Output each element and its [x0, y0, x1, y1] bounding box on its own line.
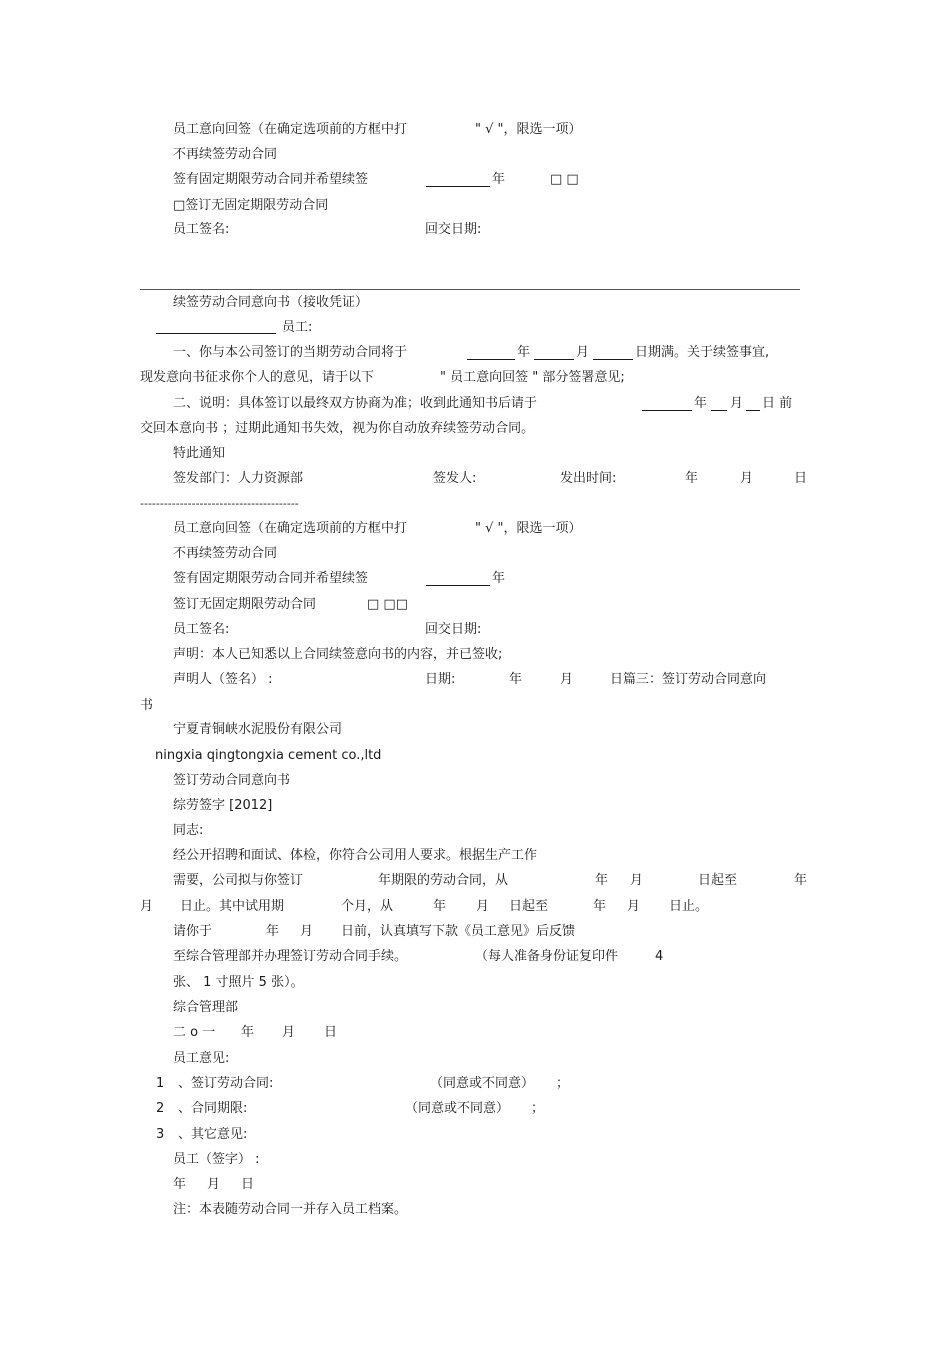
declaration: 声明：本人已知悉以上合同续签意向书的内容，并已签收; [173, 647, 503, 662]
year-label: 年 [173, 1177, 187, 1192]
option-fixed-term: 签有固定期限劳动合同并希望续签 [173, 172, 369, 187]
paragraph-1-cont: 现发意向书征求你个人的意见，请于以下 [140, 370, 375, 385]
probation-label: 日止。其中试用期 [180, 899, 285, 914]
year-label: 年 [794, 873, 808, 888]
section-title-cont: 书 [140, 698, 154, 713]
body-line-2-term: 年期限的劳动合同，从 [378, 873, 509, 888]
end-label: 日止。 [669, 899, 709, 914]
item-label: 、其它意见: [178, 1127, 248, 1142]
year-blank[interactable] [426, 573, 490, 586]
issue-time-label: 发出时间: [560, 471, 617, 486]
option-fixed-term: 签有固定期限劳动合同并希望续签 [173, 571, 369, 586]
item-number: 1 [156, 1076, 165, 1091]
year-label: 年 [685, 471, 699, 486]
month-label: 月 [140, 899, 154, 914]
year-label: 年 [492, 571, 506, 586]
month-label: 月 [730, 396, 744, 411]
year-label: 年 [492, 172, 506, 187]
from-label: 日起至 [509, 899, 549, 914]
body-line-6: 张、 1 寸照片 5 张）。 [173, 975, 304, 990]
item-end: ； [556, 1076, 570, 1091]
paragraph-2-end: 交回本意向书 ；过期此通知书失效，视为你自动放弃续签劳动合同。 [140, 421, 535, 436]
year-label: 年 [517, 345, 531, 360]
option-no-renew: 不再续签劳动合同 [173, 147, 278, 162]
employee-signature-label: 员工签名: [173, 222, 230, 237]
item-number: 2 [156, 1101, 165, 1116]
company-name: 宁夏青铜峡水泥股份有限公司 [173, 722, 343, 737]
declarant-label: 声明人（签名） : [173, 672, 273, 687]
body-line-5: 至综合管理部并办理签订劳动合同手续。 [173, 949, 408, 964]
reply-heading: 员工意向回签（在确定选项前的方框中打 [173, 122, 408, 137]
months-label: 个月，从 [341, 899, 394, 914]
year-blank[interactable] [426, 174, 490, 187]
paragraph-1-end: 日期满。关于续签事宜, [635, 345, 770, 360]
item-number: 3 [156, 1127, 165, 1142]
employee-name-blank[interactable] [156, 321, 276, 334]
employee-signature-label: 员工签名: [173, 622, 230, 637]
month-label: 月 [740, 471, 754, 486]
footnote: 注：本表随劳动合同一并存入员工档案。 [173, 1202, 408, 1217]
document-title: 签订劳动合同意向书 [173, 773, 291, 788]
checkbox-group[interactable]: □ □□ [367, 597, 408, 612]
day-label: 日 [241, 1177, 255, 1192]
month-label: 月 [476, 899, 490, 914]
year-blank[interactable] [467, 347, 515, 360]
month-blank[interactable] [534, 347, 574, 360]
department-name: 综合管理部 [173, 1000, 239, 1015]
year-label: 年 [694, 396, 708, 411]
date-prefix: 二 o 一 [173, 1025, 216, 1040]
body-line-5-docs: （每人准备身份证复印件 [475, 949, 619, 964]
year-label: 年 [241, 1025, 255, 1040]
date-label: 日期: [425, 672, 456, 687]
divider [140, 289, 800, 290]
section-title: 日篇三：签订劳动合同意向 [610, 672, 767, 687]
body-line-4: 请你于 [173, 924, 213, 939]
paragraph-2-start: 二、说明：具体签订以最终双方协商为准；收到此通知书后请于 [173, 396, 538, 411]
day-blank[interactable] [593, 347, 633, 360]
year-label: 年 [593, 899, 607, 914]
month-label: 月 [300, 924, 314, 939]
paragraph-1-start: 一、你与本公司签订的当期劳动合同将于 [173, 345, 408, 360]
checkbox-pair[interactable]: □ □ [550, 172, 579, 187]
year-label: 年 [433, 899, 447, 914]
company-name-en: ningxia qingtongxia cement co.,ltd [155, 748, 382, 763]
notice-text: 特此通知 [173, 446, 226, 461]
month-label: 月 [560, 672, 574, 687]
day-label: 日 [324, 1025, 338, 1040]
from-label: 日起至 [698, 873, 738, 888]
year-blank[interactable] [642, 398, 692, 411]
employee-sign-label: 员工（签字） : [173, 1152, 260, 1167]
reply-mark: " √ "，限选一项） [475, 521, 582, 536]
body-line-1: 经公开招聘和面试、体检，你符合公司用人要求。根据生产工作 [173, 848, 538, 863]
cut-line: ---------------------------------------- [140, 497, 299, 510]
return-date-label: 回交日期: [425, 222, 482, 237]
month-label: 月 [207, 1177, 221, 1192]
month-label: 月 [282, 1025, 296, 1040]
item-end: ； [531, 1101, 545, 1116]
item-label: 、合同期限: [178, 1101, 248, 1116]
body-line-4-end: 日前，认真填写下款《员工意见》后反馈 [341, 924, 576, 939]
year-label: 年 [509, 672, 523, 687]
day-blank[interactable] [746, 398, 760, 411]
month-label: 月 [576, 345, 590, 360]
employee-label: 员工: [282, 320, 313, 335]
issuing-department: 签发部门：人力资源部 [173, 471, 304, 486]
issuer-label: 签发人: [433, 471, 477, 486]
greeting: 同志: [173, 823, 204, 838]
item-choice: （同意或不同意） [430, 1076, 535, 1091]
item-choice: （同意或不同意） [405, 1101, 510, 1116]
reply-heading: 员工意向回签（在确定选项前的方框中打 [173, 521, 408, 536]
option-open-term: □签订无固定期限劳动合同 [173, 198, 329, 213]
option-no-renew: 不再续签劳动合同 [173, 546, 278, 561]
day-label: 日 [794, 471, 808, 486]
month-blank[interactable] [711, 398, 727, 411]
option-open-term: 签订无固定期限劳动合同 [173, 597, 317, 612]
copy-count: 4 [655, 949, 664, 964]
month-label: 月 [630, 873, 644, 888]
day-label: 日 前 [762, 396, 793, 411]
year-label: 年 [595, 873, 609, 888]
month-label: 月 [627, 899, 641, 914]
receipt-title: 续签劳动合同意向书（接收凭证） [173, 295, 369, 310]
employee-opinion-heading: 员工意见: [173, 1051, 230, 1066]
reply-mark: " √ "，限选一项） [475, 122, 582, 137]
paragraph-1-ref: " 员工意向回签 " 部分签署意见; [440, 370, 625, 385]
return-date-label: 回交日期: [425, 622, 482, 637]
item-label: 、签订劳动合同: [178, 1076, 274, 1091]
reference-number: 综劳签字 [2012] [173, 798, 273, 813]
year-label: 年 [266, 924, 280, 939]
body-line-2: 需要，公司拟与你签订 [173, 873, 304, 888]
